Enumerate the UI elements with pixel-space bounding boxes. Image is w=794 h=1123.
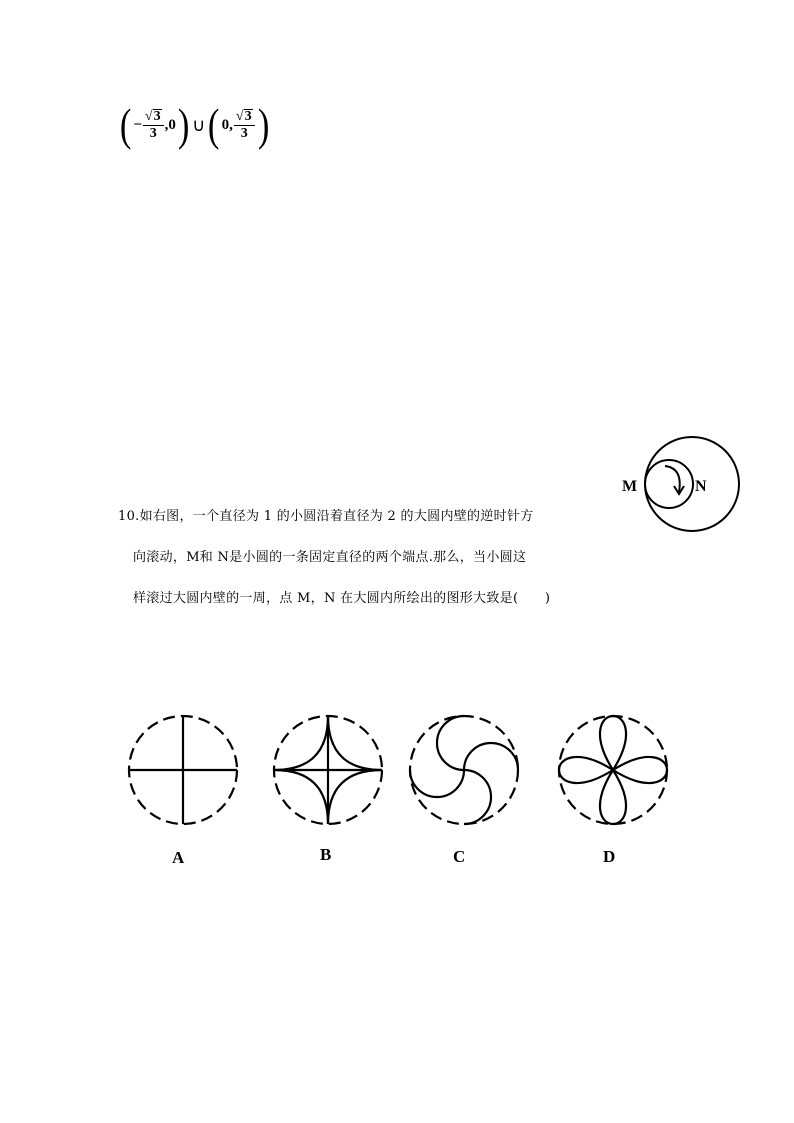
fraction-root3-over-3: √ 3 3 (234, 109, 255, 142)
option-b-label: B (320, 845, 332, 864)
radical-sign: √ (144, 108, 153, 124)
union-sign: ∪ (192, 114, 206, 135)
question-line-1: 10.如右图，一个直径为 1 的小圆沿着直径为 2 的大圆内壁的逆时针方 (118, 509, 534, 524)
right-paren-2: ) (257, 99, 270, 150)
option-a-label: A (172, 848, 185, 867)
option-d-label: D (603, 847, 616, 866)
left-paren-2: ( (208, 99, 220, 150)
option-a-figure (129, 716, 237, 824)
option-b-figure (274, 716, 382, 824)
fraction-neg-root3-over-3: √ 3 3 (143, 109, 164, 142)
option-d-figure (559, 716, 667, 824)
question-line-2: 向滚动，M和 N是小圆的一条固定直径的两个端点.那么，当小圆这 (133, 550, 527, 565)
left-paren: ( (119, 99, 132, 150)
option-c-label: C (453, 847, 466, 866)
option-c-figure (410, 716, 518, 824)
right-paren: ) (177, 99, 190, 150)
zero-value: 0 (168, 116, 176, 133)
rotation-arrow (665, 466, 680, 492)
zero-value-2: 0 (221, 116, 230, 133)
rolling-circle-diagram (615, 430, 745, 540)
label-n: N (695, 478, 707, 495)
label-m: M (622, 478, 638, 495)
minus-sign: − (133, 116, 142, 133)
question-line-3: 样滚过大圆内壁的一周，点 M，N 在大圆内所绘出的图形大致是( ) (133, 591, 551, 606)
interval-expression: ( − √ 3 3 , 0 ) ∪ ( 0 , √ 3 3 ) (119, 99, 270, 150)
